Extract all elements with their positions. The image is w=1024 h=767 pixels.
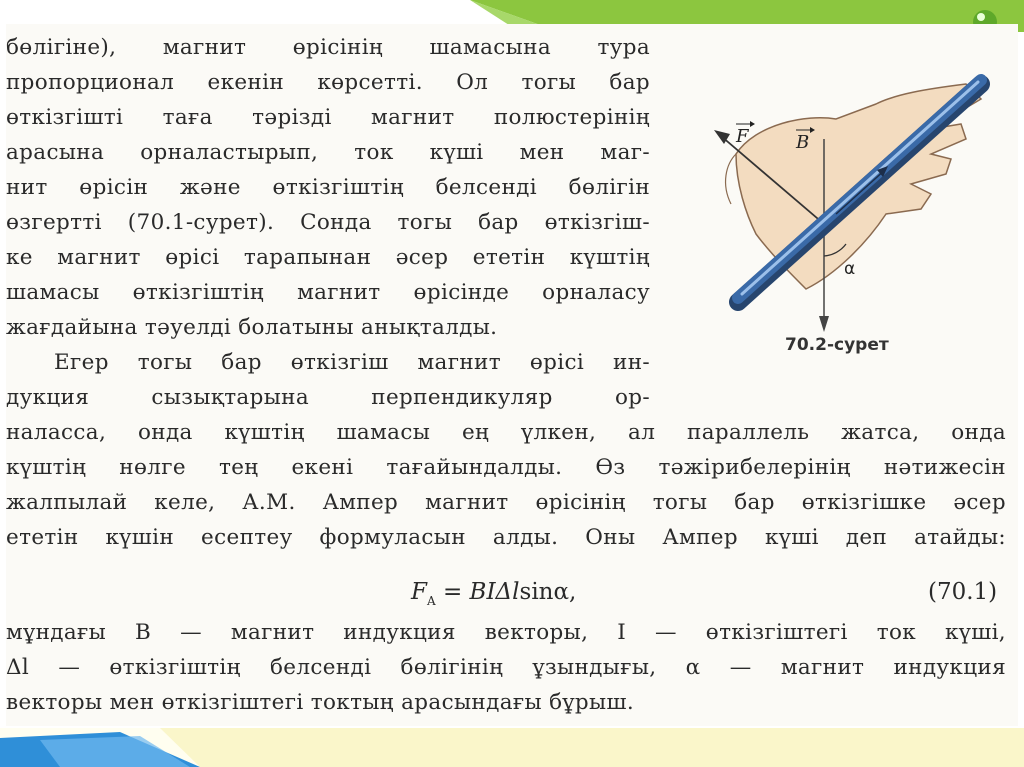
text-line: ететін күшін есептеу формуласын алды. Оны Ампер күші деп атайды: [6,525,1006,550]
text-line: бөлігіне), магнит өрісінің шамасына тура [6,35,650,60]
figure-caption: 70.2-сурет [785,335,889,355]
label-b: B [796,132,810,153]
formula-subscript: A [426,594,436,608]
formula-sin: sinα, [519,579,577,605]
text-line: жағдайына тәуелді болатыны анықталды. [6,315,498,340]
formula-force-symbol: F [411,579,427,605]
text-line: дукция сызықтарына перпендикуляр ор- [6,385,650,410]
b-vector-arrowhead [819,316,829,332]
equation-number: (70.1) [928,579,998,605]
formula-equals: = [435,579,470,605]
formula-delta-l: Δl [495,579,520,605]
text-line: ке магнит өрісі тарапынан әсер ететін күштің [6,245,650,270]
text-line: өзгертті (70.1-сурет). Сонда тогы бар өткізгіш- [6,210,650,235]
text-line: мұндағы B — магнит индукция векторы, I — өткізгіштегі ток күші, [6,620,1006,645]
formula-bi: BI [469,579,496,605]
paragraph-start-line: Егер тогы бар өткізгіш магнит өрісі ин- [54,350,650,375]
text-line: пропорционал екенін көрсетті. Ол тогы бар [6,70,650,95]
textbook-page [6,24,1018,726]
text-line: өткізгішті таға тәрізді магнит полюстерінің [6,105,650,130]
slide-bottom-decoration [0,728,1024,767]
left-hand-rule-figure [696,44,1006,344]
text-line: Δl — өткізгіштің белсенді бөлігінің ұзындығы, α — магнит индукция [6,655,1006,680]
text-line: наласса, онда күштің шамасы ең үлкен, ал параллель жатса, онда [6,420,1006,445]
label-f: F [736,126,749,147]
text-line: арасына орналастырып, ток күші мен маг- [6,140,650,165]
text-line: күштің нөлге тең екені тағайындалды. Өз тәжірибелерінің нәтижесін [6,455,1006,480]
label-alpha: α [844,259,856,279]
text-line: нит өрісін және өткізгіштің белсенді бөлігін [6,175,650,200]
text-line: шамасы өткізгіштің магнит өрісінде орналасу [6,280,650,305]
text-line: жалпылай келе, А.М. Ампер магнит өрісінің тогы бар өткізгішке әсер [6,490,1006,515]
text-line: векторы мен өткізгіштегі токтың арасындағы бұрыш. [6,690,634,715]
ampere-force-formula [411,579,576,608]
